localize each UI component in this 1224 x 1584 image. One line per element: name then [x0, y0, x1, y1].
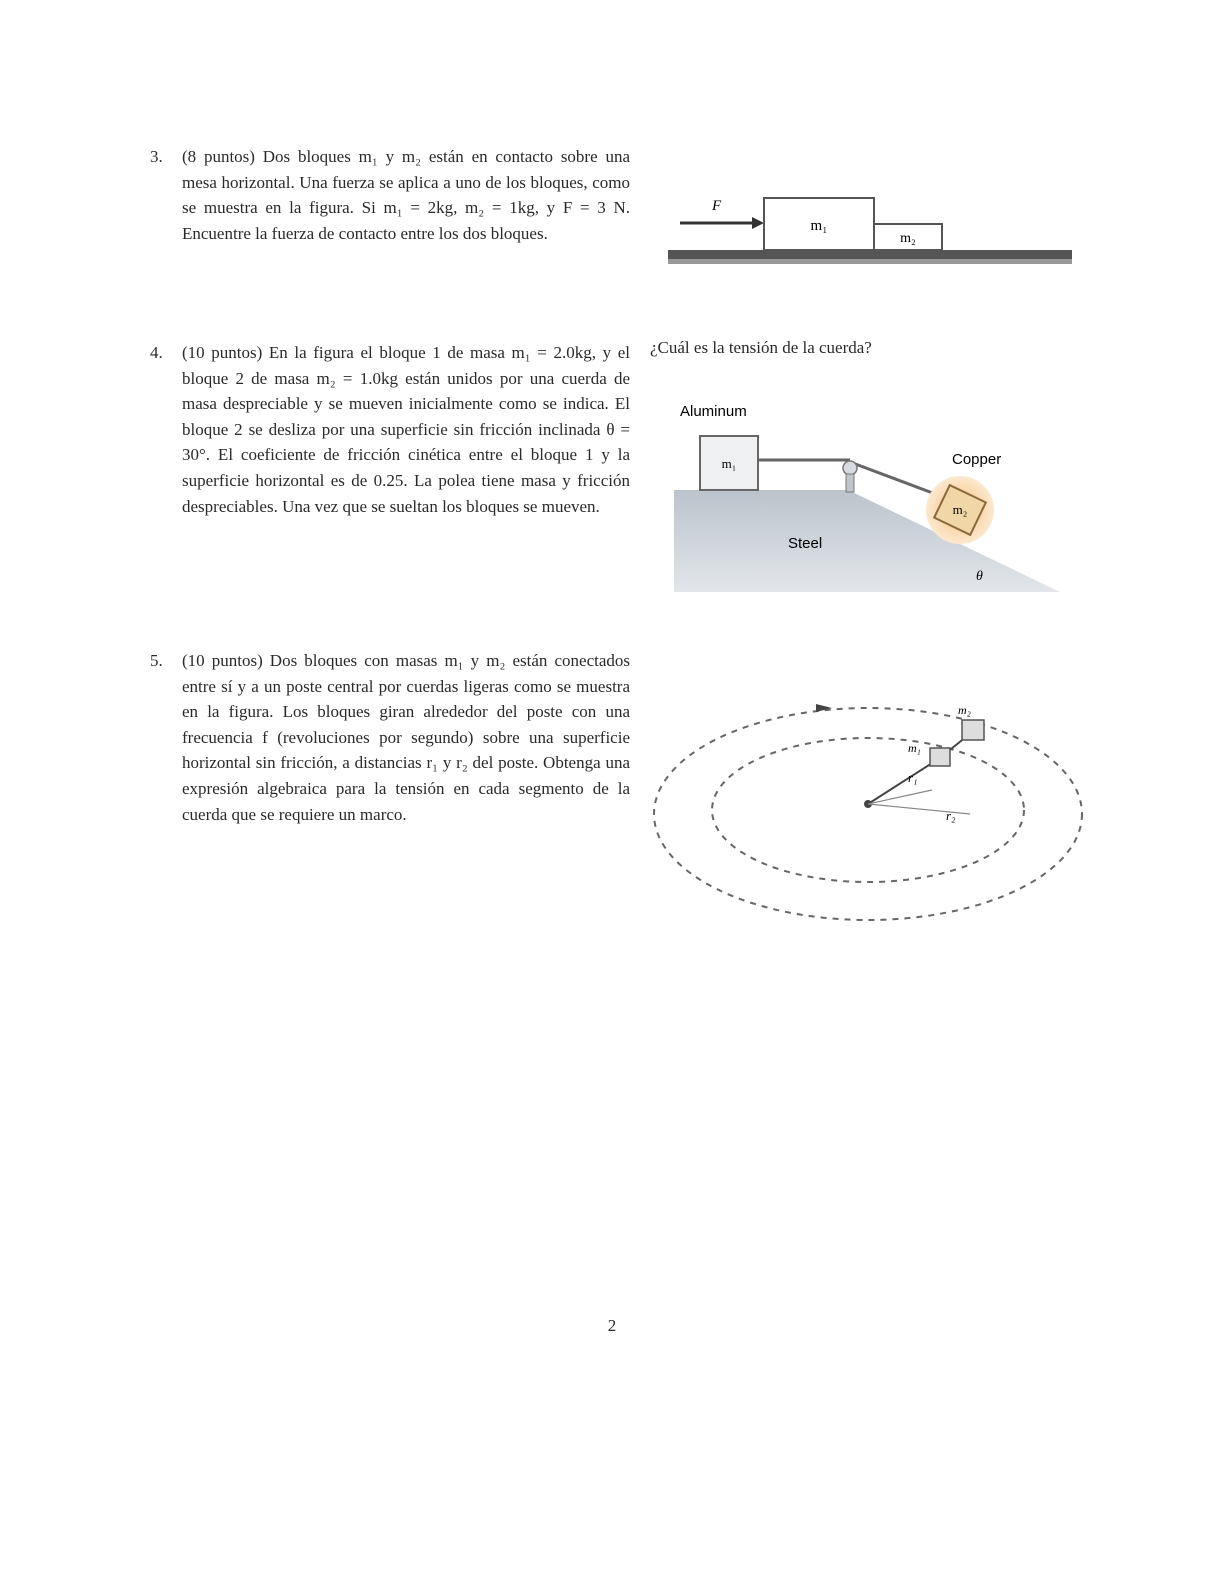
block-m2-label: m₂ [900, 231, 916, 246]
rotation-arrow-icon [816, 704, 832, 712]
pulley-icon [843, 461, 857, 475]
figure-3-blocks [660, 188, 1080, 280]
steel-surface [674, 490, 1060, 592]
m2-label: m₂ [958, 703, 971, 717]
inner-orbit [712, 738, 1024, 882]
table-edge [668, 259, 1072, 264]
problem-number: 5. [150, 651, 163, 670]
problem-4 [150, 340, 630, 519]
block-m2 [962, 720, 984, 740]
angle-label: θ [976, 569, 983, 584]
force-label: F [712, 198, 722, 214]
problem-text: (10 puntos) En la figura el bloque 1 de masa m₁ = 2.0kg, y el bloque 2 de masa m₂ = 1.0kg están unidos por una cuerda de masa despreciable y se mueven inicialmente como se indica. El bloque 2 se desliza por una superficie sin fricción inclinada θ = 30°. El coeficiente de fricción cinética entre el bloque 1 y la superficie horizontal es de 0.25. La polea tiene masa y fricción despreciables. Una vez que se sueltan los bloques se mueven. [182, 343, 630, 516]
pulley-mount [846, 474, 854, 492]
figure-4-incline [670, 390, 1070, 600]
r1-label: r₁ [908, 770, 918, 785]
problem-text: (10 puntos) Dos bloques con masas m₁ y m₂ están conectados entre sí y a un poste central por cuerdas ligeras como se muestra en la figura. Los bloques giran alrededor del poste con una frecuencia f (revoluciones por segundo) sobre una superficie horizontal sin fricción, a distancias r₁ y r₂ del poste. Obtenga una expresión algebraica para la tensión en cada segmento de la cuerda que se requiere un marco. [182, 651, 630, 824]
outer-orbit [654, 708, 1082, 920]
figure-5-circular-motion [646, 694, 1096, 934]
page-number: 2 [607, 1316, 617, 1335]
block-m2-label: m₂ [952, 502, 968, 517]
problem-5 [150, 648, 630, 827]
string-segment-1 [868, 758, 940, 804]
m1-label: m₁ [908, 741, 921, 755]
r2-label: r₂ [946, 808, 956, 823]
arrowhead-icon [752, 217, 764, 229]
aluminum-label: Aluminum [680, 403, 747, 420]
block-m1-label: m₁ [810, 218, 828, 234]
problem-text: (8 puntos) Dos bloques m₁ y m₂ están en contacto sobre una mesa horizontal. Una fuerza se aplica a uno de los bloques, como se muestra en la figura. Si m₁ = 2kg, m₂ = 1kg, y F = 3 N. Encuentre la fuerza de contacto entre los dos bloques. [182, 147, 630, 243]
block-m1 [930, 748, 950, 766]
copper-label: Copper [952, 451, 1002, 468]
block-m1-label: m₁ [721, 456, 737, 471]
problem-3 [150, 144, 630, 246]
problem-number: 3. [150, 147, 163, 166]
question-4: ¿Cuál es la tensión de la cuerda? [650, 338, 872, 357]
table-surface [668, 250, 1072, 259]
problem-number: 4. [150, 343, 163, 362]
steel-label: Steel [788, 535, 823, 552]
